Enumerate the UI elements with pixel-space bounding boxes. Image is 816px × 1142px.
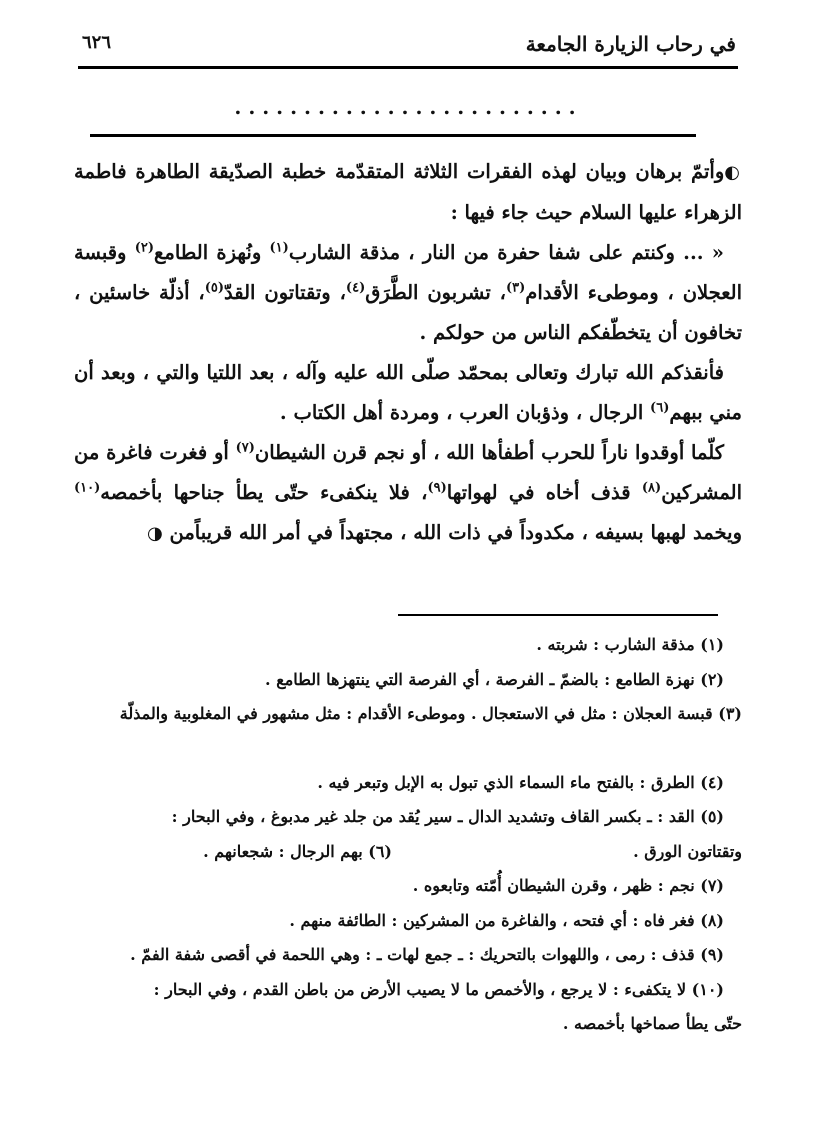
footnote-ref[interactable]: (١٠) [74,480,101,496]
footnote-ref[interactable]: (٨) [641,480,662,496]
paragraph-text: فأنقذكم الله تبارك وتعالى بمحمّد صلّى الله عليه وآله ، بعد اللتيا والتي ، وبعد أن مني ببهم [74,361,742,424]
footnote-5-continuation: وتقتاتون الورق . [633,841,742,861]
paragraph-text: ، فلا ينكفىء حتّى يطأ جناحها بأخمصه [100,481,428,504]
footnotes [74,628,742,1042]
footnote-10-continuation: حتّى يطأ صماخها بأخمصه . [562,1014,742,1033]
footnote-ref[interactable]: (٣) [505,280,526,296]
footnote-8: (٨) فغر فاه : أي فتحه ، والفاغرة من المشركين : الطائفة منهم . [289,910,724,930]
paragraph-text: « ... وكنتم على شفا حفرة من النار ، مذقة الشارب [288,241,724,264]
paragraph-quote-3 [74,433,742,554]
paragraph-text: وقبسة العجلان ، وموطىء الأقدام [74,241,742,304]
paragraph-text: ونُهزة الطامع [154,241,270,264]
footnote-3: (٣) قبسة العجلان : مثل في الاستعجال . وموطىء الأقدام : مثل مشهور في المغلوبية والمذلّة [119,704,742,723]
footnote-7: (٧) نجم : ظهر ، وقرن الشيطان أُمّته وتابعوه . [412,876,724,895]
paragraph-text: الرجال ، وذؤبان العرب ، ومردة أهل الكتاب . [279,401,651,424]
footnote-line-split [74,835,742,870]
paragraph-text: ، أذلّة خاسئين ، تخافون أن يتخطّفكم الناس من حولكم . [74,281,742,344]
footnote-ref[interactable]: (٤) [345,280,366,296]
footnote-ref[interactable]: (٩) [427,480,447,496]
page-number: ٦٢٦ [82,32,112,53]
main-text [74,152,742,554]
footnote-2: (٢) نهزة الطامع : بالضمّ ـ الفرصة ، أي الفرصة التي ينتهزها الطامع . [265,669,724,689]
footnote-5: (٥) القد : ـ بكسر القاف وتشديد الدال ـ سير يُقد من جلد غير مدبوغ ، وفي البحار : [171,807,724,826]
paragraph-text: وأتمّ برهان وبيان لهذه الفقرات الثلاثة المتقدّمة خطبة الصدّيقة الطاهرة فاطمة الزهراء عليها السلام حيث جاء فيها : [74,160,742,224]
paragraph-text: ويخمد لهبها بسيفه ، مكدوداً في ذات الله ، مجتهداً في أمر الله قريباًمن [169,521,742,544]
paragraph-text: كلّما أوقدوا ناراً للحرب أطفأها الله ، أو نجم قرن الشيطان [254,441,724,464]
footnote-ref[interactable]: (٥) [204,280,225,296]
header-divider [78,66,738,69]
paragraph-quote-1 [74,233,742,353]
footnote-9: (٩) قذف : رمى ، واللهوات بالتحريك : ـ جمع لهات ـ : وهي اللحمة في أقصى شفة الفمّ . [130,945,724,964]
footnote-ref[interactable]: (٢) [134,240,155,256]
dotted-ornament: . . . . . . . . . . . . . . . . . . . . . . . . . [234,98,576,116]
paragraph-intro [74,152,742,233]
footnote-4: (٤) الطرق : بالفتح ماء السماء الذي تبول به الإبل وتبعر فيه . [317,772,724,792]
paragraph-text: أو فغرت فاغرة من المشركين [74,441,742,504]
footnote-ref[interactable]: (٧) [235,440,255,456]
running-header [82,28,736,62]
quote-close-marker: ◑ [147,523,163,544]
paragraph-quote-2 [74,353,742,433]
paragraph-text: قذف أخاه في لهواتها [446,481,642,504]
footnote-6: (٦) بهم الرجال : شجعانهم . [203,841,392,861]
section-divider [90,134,696,137]
footnote-gap [74,732,724,766]
book-title: في رحاب الزيارة الجامعة [525,32,736,56]
paragraph-text: ، تشربون الطَّرَق [365,281,506,304]
footnote-ref[interactable]: (١) [269,240,289,256]
footnote-1: (١) مذقة الشارب : شربته . [536,635,724,654]
paragraph-text: ، وتقتاتون القدّ [224,281,346,304]
quote-open-marker: ◐ [724,162,742,183]
footnote-divider [398,614,718,616]
footnote-ref[interactable]: (٦) [650,400,670,416]
footnote-10: (١٠) لا يتكفىء : لا يرجع ، والأخمص ما لا يصيب الأرض من باطن القدم ، وفي البحار : [153,979,724,999]
